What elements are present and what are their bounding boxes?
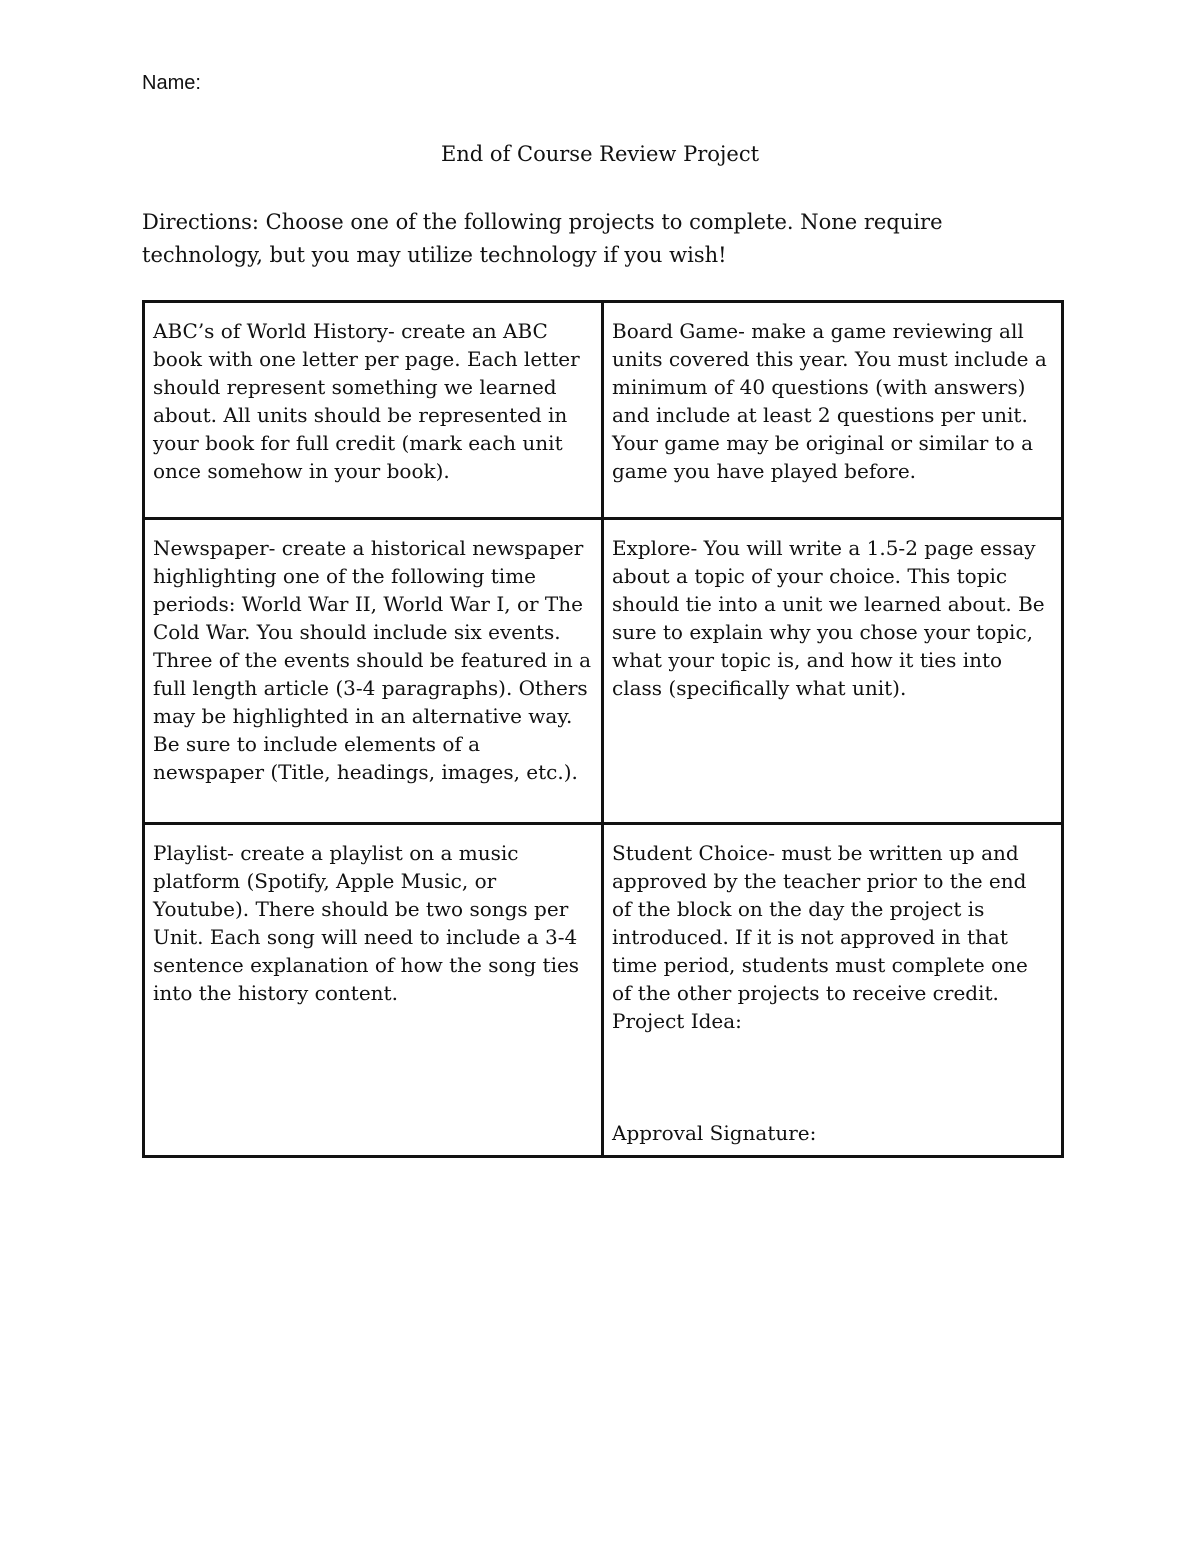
project-description: Student Choice- must be written up and approved by the teacher prior to the end of the block on the day the project is introduced. If it is not approved in that time period, students must complete one of the other projects to receive credit. (612, 841, 1028, 1005)
project-cell-playlist (144, 824, 603, 1157)
project-cell-board-game (603, 302, 1063, 519)
project-description: Newspaper- create a historical newspaper highlighting one of the following time periods: World War II, World War I, or The Cold War. You should include six events. Three of the events should be featured in a full length article (3-4 paragraphs). Others may be highlighted in an alternative way. Be sure to include elements of a newspaper (Title, headings, images, etc.). (153, 536, 592, 784)
name-label: Name: (142, 72, 201, 94)
project-description: Explore- You will write a 1.5-2 page essay about a topic of your choice. This topic should tie into a unit we learned about. Be sure to explain why you chose your topic, what your topic is, and how it ties into class (specifically what unit). (612, 536, 1045, 700)
table-row (144, 302, 1063, 519)
project-cell-newspaper (144, 519, 603, 824)
table-row (144, 824, 1063, 1157)
project-idea-label: Project Idea: (612, 1009, 742, 1033)
project-cell-abc (144, 302, 603, 519)
project-description: ABC’s of World History- create an ABC book with one letter per page. Each letter should represent something we learned about. All units should be represented in your book for full credit (mark each unit once somehow in your book). (153, 319, 580, 483)
project-cell-student-choice (603, 824, 1063, 1157)
table-row (144, 519, 1063, 824)
document-title: End of Course Review Project (440, 142, 760, 166)
project-description: Playlist- create a playlist on a music platform (Spotify, Apple Music, or Youtube). There should be two songs per Unit. Each song will need to include a 3-4 sentence explanation of how the song ties into the history content. (153, 841, 580, 1005)
project-cell-explore (603, 519, 1063, 824)
project-options-table (142, 300, 1064, 1158)
project-idea-blank (612, 1035, 1051, 1119)
approval-signature-label: Approval Signature: (612, 1121, 817, 1145)
directions-text: Directions: Choose one of the following projects to complete. None require technology, but you may utilize technology if you wish! (142, 210, 943, 267)
project-description: Board Game- make a game reviewing all units covered this year. You must include a minimum of 40 questions (with answers) and include at least 2 questions per unit. Your game may be original or similar to a game you have played before. (612, 319, 1047, 483)
